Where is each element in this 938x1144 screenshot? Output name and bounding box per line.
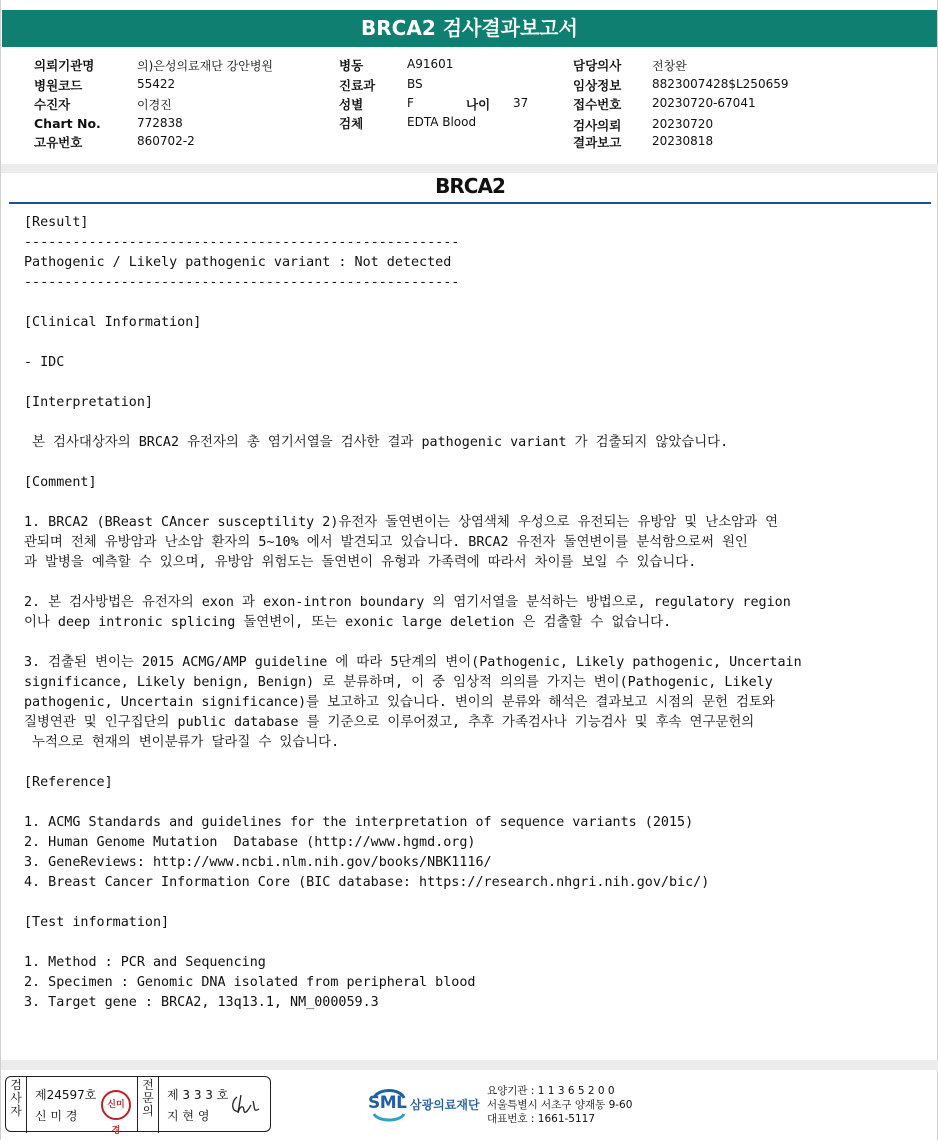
report-line [24,753,924,773]
tester-label: 검 사 자 [6,1077,27,1133]
value-unique-no: 860702-2 [137,134,195,148]
label-age: 나이 [466,97,491,112]
report-line [24,293,924,313]
value-report-date: 20230818 [652,134,714,148]
value-request-date: 20230720 [652,117,714,131]
reviewer-label: 전 문 의 [138,1077,159,1133]
label-receipt-no: 접수번호 [573,97,622,112]
report-line: [Test information] [24,915,170,930]
report-line: 이나 deep intronic splicing 돌연변이, 또는 exonic large deletion 은 검출할 수 없습니다. [24,615,672,630]
patient-info [1,52,938,162]
value-specimen: EDTA Blood [407,115,477,129]
tester-license-no: 제24597호 [35,1088,97,1102]
report-line: 과 발병을 예측할 수 있으며, 유방암 위험도는 돌연변이 유형과 가족력에 따라서 차이를 보일 수 있습니다. [24,555,697,570]
value-receipt-no: 20230720-67041 [652,96,756,110]
report-title: BRCA2 검사결과보고서 [2,10,937,47]
value-patient: 이경진 [137,98,172,112]
report-line: pathogenic, Uncertain significance)를 보고하고 있습니다. 변이의 분류와 해석은 결과보고 시점의 문헌 검토와 [24,695,775,710]
label-chart-no: Chart No. [34,116,101,131]
report-line: 3. Target gene : BRCA2, 13q13.1, NM_000059.3 [24,995,379,1010]
report-line [24,453,924,473]
value-ward: A91601 [407,57,454,71]
lab-code: 요양기관 : 1 1 3 6 5 2 0 0 [487,1085,615,1097]
footer-divider [1,1060,938,1070]
value-department: BS [407,77,423,91]
value-doctor: 전창완 [652,59,687,73]
value-institution: 의)은성의료재단 강안병원 [137,59,274,73]
report-line: [Clinical Information] [24,315,202,330]
tester-stamp: 신미경 [101,1090,131,1120]
report-line: [Result] [24,215,89,230]
report-line: 관되며 전체 유방암과 난소암 환자의 5~10% 에서 발견되고 있습니다. BRCA2 유전자 돌연변이를 분석함으로써 원인 [24,535,748,550]
label-request-date: 검사의뢰 [573,118,622,133]
report-line: 3. GeneReviews: http://www.ncbi.nlm.nih.gov/books/NBK1116/ [24,855,492,870]
report-line: 누적으로 현재의 변이분류가 달라질 수 있습니다. [24,735,340,750]
report-line [24,373,924,393]
report-line: ------------------------------------------------------ [24,275,460,290]
report-line [24,793,924,813]
section-underline [9,202,931,204]
report-line: 2. 본 검사방법은 유전자의 exon 과 exon-intron boundary 의 염기서열을 분석하는 방법으로, regulatory region [24,595,791,610]
value-sex: F [407,96,414,110]
report-line: 1. ACMG Standards and guidelines for the interpretation of sequence variants (2015) [24,815,694,830]
tester-name: 신 미 경 [35,1109,78,1123]
value-hospital-code: 55422 [137,77,176,91]
label-report-date: 결과보고 [573,135,622,150]
report-line: ------------------------------------------------------ [24,235,460,250]
report-line: 1. BRCA2 (BReast CAncer susceptility 2)유전자 돌연변이는 상염색체 우성으로 유전되는 유방암 및 난소암과 연 [24,515,779,530]
report-line [24,633,924,653]
label-sex: 성별 [339,97,364,112]
signature-icon [229,1091,263,1119]
report-line [24,573,924,593]
report-line [24,333,924,353]
lab-info [487,1084,632,1126]
report-line: 1. Method : PCR and Sequencing [24,955,266,970]
lab-phone: 대표번호 : 1661-5117 [487,1113,596,1125]
label-ward: 병동 [339,58,364,73]
label-patient: 수진자 [34,97,71,112]
label-hospital-code: 병원코드 [34,78,83,93]
signature-box [5,1076,271,1136]
header-divider [1,164,938,173]
label-institution: 의뢰기관명 [34,58,95,73]
label-department: 진료과 [339,78,376,93]
reviewer-name: 지 현 영 [167,1109,210,1123]
logo-text: SML [368,1093,407,1113]
tester-cell [27,1077,138,1136]
report-line: [Comment] [24,475,97,490]
lab-name: 삼광의료재단 [410,1098,480,1112]
section-title: BRCA2 [435,174,505,198]
label-doctor: 담당의사 [573,58,622,73]
value-clinical-info: 8823007428$L250659 [652,77,789,91]
report-line: 본 검사대상자의 BRCA2 유전자의 총 염기서열을 검사한 결과 pathogenic variant 가 검출되지 않았습니다. [24,435,729,450]
lab-logo [368,1084,488,1124]
report-body [24,213,924,1013]
report-line: 2. Specimen : Genomic DNA isolated from peripheral blood [24,975,476,990]
report-line [24,893,924,913]
label-clinical-info: 임상정보 [573,78,622,93]
label-specimen: 검체 [339,116,364,131]
report-line: significance, Likely benign, Benign) 로 분류하며, 이 중 임상적 의의를 가지는 변이(Pathogenic, Likely [24,675,773,690]
label-unique-no: 고유번호 [34,135,83,150]
report-line: [Interpretation] [24,395,153,410]
reviewer-license-no: 제 3 3 3 호 [167,1088,229,1102]
report-line: Pathogenic / Likely pathogenic variant : Not detected [24,255,452,270]
report-line: - IDC [24,355,65,370]
value-age: 37 [513,96,529,110]
report-line: 4. Breast Cancer Information Core (BIC database: https://research.nhgri.nih.gov/bic/) [24,875,710,890]
value-chart-no: 772838 [137,116,183,130]
reviewer-cell [159,1077,269,1131]
report-line: [Reference] [24,775,113,790]
report-line: 3. 검출된 변이는 2015 ACMG/AMP guideline 에 따라 5단계의 변이(Pathogenic, Likely pathogenic, Uncertain [24,655,802,670]
report-line [24,493,924,513]
lab-address: 서울특별시 서초구 양재동 9-60 [487,1099,633,1111]
report-line [24,413,924,433]
report-line [24,933,924,953]
report-line: 질병연관 및 인구집단의 public database 를 기준으로 이루어졌고, 추후 가족검사나 기능검사 및 후속 연구문헌의 [24,715,755,730]
report-line: 2. Human Genome Mutation Database (http://www.hgmd.org) [24,835,476,850]
